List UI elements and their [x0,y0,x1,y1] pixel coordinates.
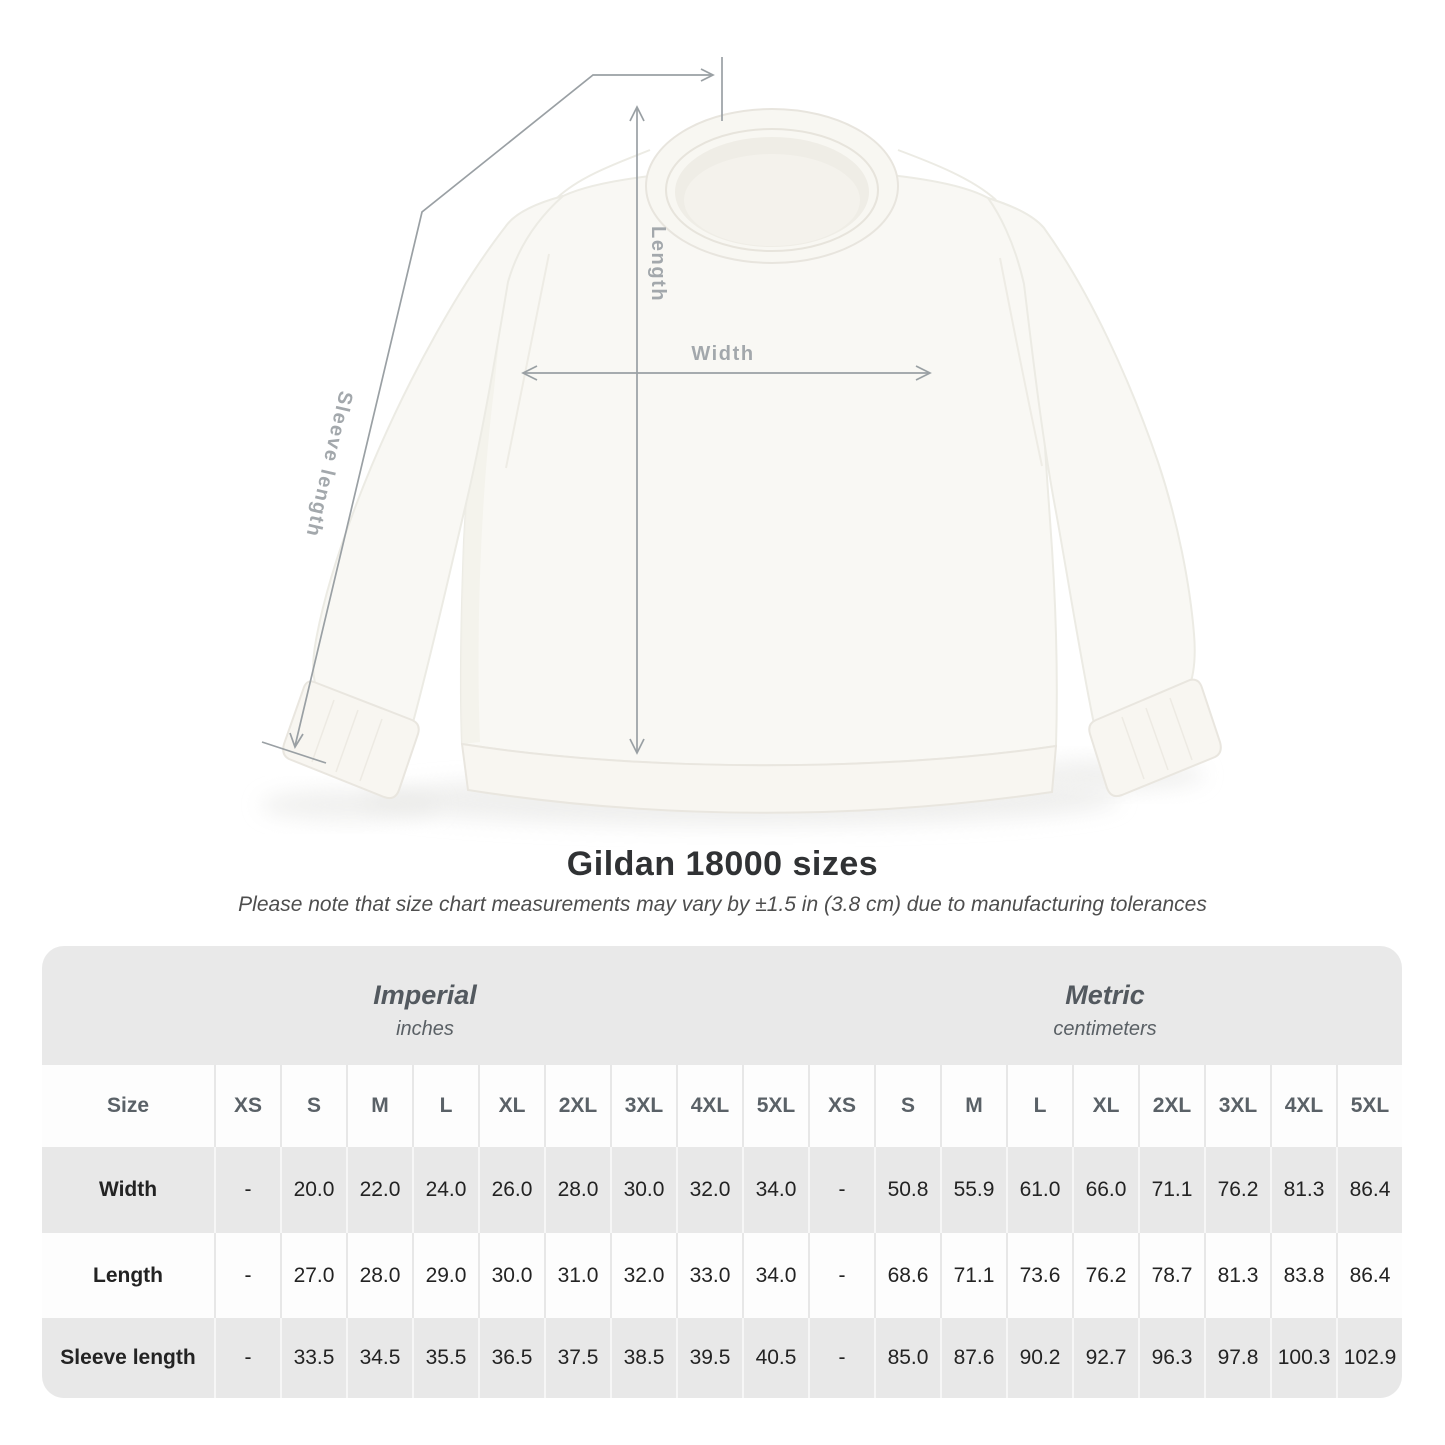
measurement-value: 66.0 [1072,1147,1138,1233]
measurement-value: 39.5 [676,1318,742,1398]
measurement-value: 32.0 [676,1147,742,1233]
size-column-header: M [940,1065,1006,1147]
tolerance-note: Please note that size chart measurements may vary by ±1.5 in (3.8 cm) due to manufacturing tolerances [238,893,1207,916]
measurement-value: 100.3 [1270,1318,1336,1398]
metric-title: Metric [1065,980,1145,1010]
length-label: Length [647,226,669,303]
imperial-section-header [42,946,808,1065]
measurement-value: 61.0 [1006,1147,1072,1233]
measurement-value: 76.2 [1204,1147,1270,1233]
measurement-value: 68.6 [874,1233,940,1318]
page-title: Gildan 18000 sizes [566,845,879,883]
measurement-value: 38.5 [610,1318,676,1398]
measurement-value: 86.4 [1336,1233,1402,1318]
metric-unit: centimeters [1053,1018,1157,1040]
measurement-value: 50.8 [874,1147,940,1233]
measurement-value: 31.0 [544,1233,610,1318]
measurement-row-label: Width [42,1147,214,1233]
measurement-value: - [214,1147,280,1233]
measurement-value: 27.0 [280,1233,346,1318]
measurement-row [42,1147,1402,1233]
size-column-header: 5XL [1336,1065,1402,1147]
measurement-value: 78.7 [1138,1233,1204,1318]
measurement-value: 22.0 [346,1147,412,1233]
measurement-value: 87.6 [940,1318,1006,1398]
metric-section-header [808,946,1402,1065]
measurement-value: 28.0 [346,1233,412,1318]
size-column-header: 4XL [676,1065,742,1147]
sleeve-length-label: Sleeve length [301,388,357,540]
measurement-value: 28.0 [544,1147,610,1233]
measurement-value: 83.8 [1270,1233,1336,1318]
measurement-value: 34.0 [742,1233,808,1318]
measurement-value: 81.3 [1204,1233,1270,1318]
size-column-header: 3XL [610,1065,676,1147]
measurement-value: - [808,1318,874,1398]
measurement-row-label: Sleeve length [42,1318,214,1398]
size-table [42,946,1402,1398]
measurement-value: 96.3 [1138,1318,1204,1398]
measurement-value: 76.2 [1072,1233,1138,1318]
measurement-value: - [214,1233,280,1318]
measurement-value: 71.1 [1138,1147,1204,1233]
measurement-value: 35.5 [412,1318,478,1398]
measurement-value: 90.2 [1006,1318,1072,1398]
size-column-header: L [1006,1065,1072,1147]
size-column-header: 5XL [742,1065,808,1147]
size-column-header: M [346,1065,412,1147]
measurement-value: 85.0 [874,1318,940,1398]
measurement-value: 97.8 [1204,1318,1270,1398]
measurement-value: 71.1 [940,1233,1006,1318]
measurement-value: 102.9 [1336,1318,1402,1398]
measurement-value: - [214,1318,280,1398]
size-column-header: 2XL [544,1065,610,1147]
measurement-value: 36.5 [478,1318,544,1398]
measurement-value: 32.0 [610,1233,676,1318]
size-column-header: XS [808,1065,874,1147]
size-column-header: S [874,1065,940,1147]
measurement-value: 29.0 [412,1233,478,1318]
imperial-unit: inches [396,1018,454,1040]
size-column-header: XS [214,1065,280,1147]
measurement-value: 81.3 [1270,1147,1336,1233]
size-column-header: 2XL [1138,1065,1204,1147]
size-table-grid [42,1065,1402,1398]
measurement-value: 37.5 [544,1318,610,1398]
measurement-row-label: Length [42,1233,214,1318]
measurement-value: 33.0 [676,1233,742,1318]
measurement-value: 34.0 [742,1147,808,1233]
measurement-value: 40.5 [742,1318,808,1398]
measurement-value: 34.5 [346,1318,412,1398]
size-column-header: XL [478,1065,544,1147]
measurement-value: - [808,1233,874,1318]
size-column-header: L [412,1065,478,1147]
measurement-value: 86.4 [1336,1147,1402,1233]
measurement-value: 33.5 [280,1318,346,1398]
size-corner-header: Size [42,1065,214,1147]
measurement-value: 73.6 [1006,1233,1072,1318]
units-band [42,946,1402,1065]
measurement-row [42,1233,1402,1318]
size-column-header: 3XL [1204,1065,1270,1147]
measurement-value: 92.7 [1072,1318,1138,1398]
size-column-header: S [280,1065,346,1147]
imperial-title: Imperial [373,980,477,1010]
measurement-value: - [808,1147,874,1233]
size-header-row [42,1065,1402,1147]
measurement-value: 30.0 [478,1233,544,1318]
measurement-value: 24.0 [412,1147,478,1233]
measurement-value: 20.0 [280,1147,346,1233]
width-label: Width [691,343,755,365]
measurement-row [42,1318,1402,1398]
measurement-value: 26.0 [478,1147,544,1233]
size-column-header: 4XL [1270,1065,1336,1147]
measurement-value: 55.9 [940,1147,1006,1233]
size-column-header: XL [1072,1065,1138,1147]
measurement-value: 30.0 [610,1147,676,1233]
